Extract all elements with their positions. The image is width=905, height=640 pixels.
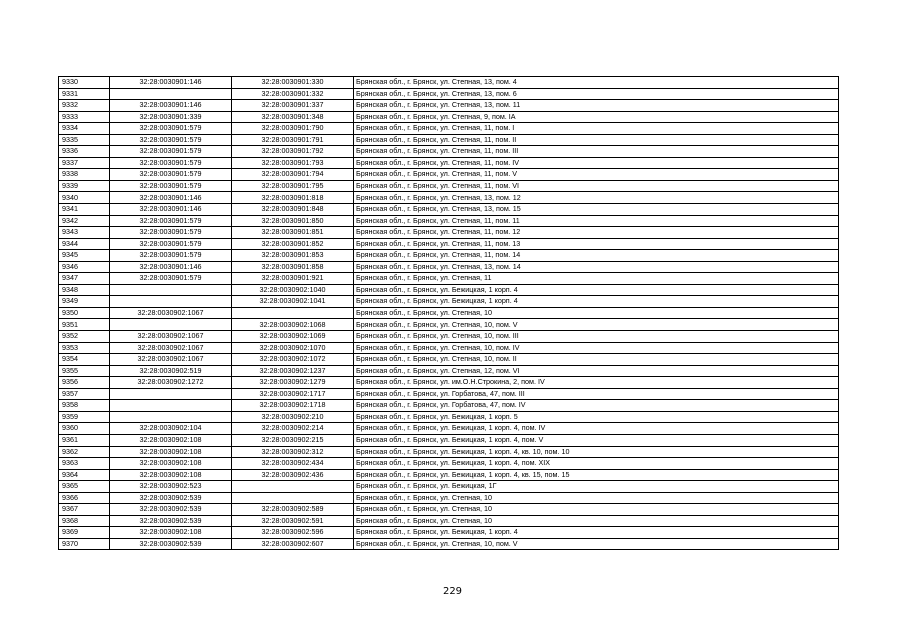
parent-cadastral-number-cell: 32:28:0030902:519 (110, 365, 232, 377)
address-cell: Брянская обл., г. Брянск, ул. Степная, 13, пом. 6 (354, 88, 839, 100)
cadastral-number-cell: 32:28:0030901:348 (232, 111, 354, 123)
table-row (59, 296, 839, 308)
row-number-cell: 9364 (59, 469, 110, 481)
address-cell: Брянская обл., г. Брянск, ул. Степная, 10 (354, 307, 839, 319)
address-cell: Брянская обл., г. Брянск, ул. Степная, 11, пом. 12 (354, 227, 839, 239)
parent-cadastral-number-cell: 32:28:0030901:146 (110, 261, 232, 273)
table-body (59, 77, 839, 550)
cadastral-number-cell (232, 492, 354, 504)
row-number-cell: 9344 (59, 238, 110, 250)
cadastral-number-cell: 32:28:0030901:850 (232, 215, 354, 227)
parent-cadastral-number-cell: 32:28:0030901:146 (110, 100, 232, 112)
cadastral-number-cell: 32:28:0030902:1068 (232, 319, 354, 331)
row-number-cell: 9370 (59, 538, 110, 550)
cadastral-number-cell: 32:28:0030901:818 (232, 192, 354, 204)
table-row (59, 100, 839, 112)
table-row (59, 157, 839, 169)
row-number-cell: 9342 (59, 215, 110, 227)
row-number-cell: 9361 (59, 434, 110, 446)
parent-cadastral-number-cell: 32:28:0030902:523 (110, 481, 232, 493)
parent-cadastral-number-cell (110, 319, 232, 331)
cadastral-number-cell: 32:28:0030902:1717 (232, 388, 354, 400)
row-number-cell: 9339 (59, 180, 110, 192)
cadastral-number-cell: 32:28:0030902:1070 (232, 342, 354, 354)
parent-cadastral-number-cell: 32:28:0030901:579 (110, 250, 232, 262)
parent-cadastral-number-cell: 32:28:0030902:108 (110, 446, 232, 458)
row-number-cell: 9347 (59, 273, 110, 285)
cadastral-number-cell: 32:28:0030901:330 (232, 77, 354, 89)
row-number-cell: 9346 (59, 261, 110, 273)
parent-cadastral-number-cell: 32:28:0030901:579 (110, 134, 232, 146)
row-number-cell: 9365 (59, 481, 110, 493)
cadastral-number-cell: 32:28:0030902:1041 (232, 296, 354, 308)
cadastral-number-cell: 32:28:0030901:790 (232, 123, 354, 135)
table-row (59, 215, 839, 227)
table-row (59, 227, 839, 239)
cadastral-number-cell: 32:28:0030901:332 (232, 88, 354, 100)
parent-cadastral-number-cell: 32:28:0030902:539 (110, 538, 232, 550)
address-cell: Брянская обл., г. Брянск, ул. Степная, 11, пом. 14 (354, 250, 839, 262)
table-row (59, 331, 839, 343)
row-number-cell: 9331 (59, 88, 110, 100)
table-row (59, 273, 839, 285)
cadastral-number-cell: 32:28:0030901:853 (232, 250, 354, 262)
cadastral-number-cell: 32:28:0030902:1072 (232, 354, 354, 366)
cadastral-number-cell: 32:28:0030902:1718 (232, 400, 354, 412)
parent-cadastral-number-cell (110, 296, 232, 308)
parent-cadastral-number-cell: 32:28:0030902:108 (110, 458, 232, 470)
table-row (59, 111, 839, 123)
parent-cadastral-number-cell: 32:28:0030902:1067 (110, 307, 232, 319)
address-cell: Брянская обл., г. Брянск, ул. Степная, 10 (354, 504, 839, 516)
row-number-cell: 9362 (59, 446, 110, 458)
cadastral-number-cell: 32:28:0030901:337 (232, 100, 354, 112)
cadastral-number-cell: 32:28:0030902:434 (232, 458, 354, 470)
cadastral-number-cell: 32:28:0030901:852 (232, 238, 354, 250)
address-cell: Брянская обл., г. Брянск, ул. Степная, 11, пом. VI (354, 180, 839, 192)
row-number-cell: 9340 (59, 192, 110, 204)
table-row (59, 77, 839, 89)
page-number: 229 (442, 586, 463, 597)
row-number-cell: 9358 (59, 400, 110, 412)
row-number-cell: 9351 (59, 319, 110, 331)
table-row (59, 307, 839, 319)
address-cell: Брянская обл., г. Брянск, ул. Бежицкая, 1 корп. 5 (354, 411, 839, 423)
parent-cadastral-number-cell: 32:28:0030901:579 (110, 146, 232, 158)
row-number-cell: 9341 (59, 204, 110, 216)
row-number-cell: 9333 (59, 111, 110, 123)
address-cell: Брянская обл., г. Брянск, ул. Степная, 11, пом. I (354, 123, 839, 135)
row-number-cell: 9363 (59, 458, 110, 470)
row-number-cell: 9336 (59, 146, 110, 158)
address-cell: Брянская обл., г. Брянск, ул. Степная, 11, пом. 13 (354, 238, 839, 250)
row-number-cell: 9350 (59, 307, 110, 319)
address-cell: Брянская обл., г. Брянск, ул. Степная, 10 (354, 492, 839, 504)
parent-cadastral-number-cell: 32:28:0030902:108 (110, 527, 232, 539)
parent-cadastral-number-cell: 32:28:0030902:1067 (110, 331, 232, 343)
address-cell: Брянская обл., г. Брянск, ул. им.О.Н.Строкина, 2, пом. IV (354, 377, 839, 389)
parent-cadastral-number-cell: 32:28:0030902:539 (110, 504, 232, 516)
table-row (59, 192, 839, 204)
parent-cadastral-number-cell: 32:28:0030902:108 (110, 469, 232, 481)
row-number-cell: 9334 (59, 123, 110, 135)
parent-cadastral-number-cell (110, 400, 232, 412)
cadastral-number-cell: 32:28:0030901:851 (232, 227, 354, 239)
parent-cadastral-number-cell: 32:28:0030902:1272 (110, 377, 232, 389)
table-row (59, 377, 839, 389)
cadastral-number-cell: 32:28:0030902:436 (232, 469, 354, 481)
cadastral-number-cell: 32:28:0030902:1279 (232, 377, 354, 389)
row-number-cell: 9355 (59, 365, 110, 377)
parent-cadastral-number-cell: 32:28:0030902:539 (110, 492, 232, 504)
cadastral-number-cell: 32:28:0030902:589 (232, 504, 354, 516)
cadastral-number-cell: 32:28:0030902:591 (232, 515, 354, 527)
row-number-cell: 9338 (59, 169, 110, 181)
address-cell: Брянская обл., г. Брянск, ул. Степная, 13, пом. 14 (354, 261, 839, 273)
parent-cadastral-number-cell (110, 411, 232, 423)
row-number-cell: 9356 (59, 377, 110, 389)
row-number-cell: 9367 (59, 504, 110, 516)
address-cell: Брянская обл., г. Брянск, ул. Степная, 10, пом. V (354, 319, 839, 331)
row-number-cell: 9368 (59, 515, 110, 527)
parent-cadastral-number-cell: 32:28:0030902:1067 (110, 354, 232, 366)
row-number-cell: 9366 (59, 492, 110, 504)
address-cell: Брянская обл., г. Брянск, ул. Бежицкая, 1 корп. 4 (354, 296, 839, 308)
table-row (59, 123, 839, 135)
address-cell: Брянская обл., г. Брянск, ул. Степная, 13, пом. 11 (354, 100, 839, 112)
cadastral-number-cell: 32:28:0030901:793 (232, 157, 354, 169)
table-row (59, 400, 839, 412)
row-number-cell: 9369 (59, 527, 110, 539)
address-cell: Брянская обл., г. Брянск, ул. Степная, 10, пом. V (354, 538, 839, 550)
table-row (59, 342, 839, 354)
cadastral-number-cell: 32:28:0030901:921 (232, 273, 354, 285)
cadastral-number-cell (232, 481, 354, 493)
address-cell: Брянская обл., г. Брянск, ул. Степная, 11, пом. 11 (354, 215, 839, 227)
table-row (59, 365, 839, 377)
parent-cadastral-number-cell: 32:28:0030901:579 (110, 157, 232, 169)
cadastral-table (58, 76, 839, 550)
row-number-cell: 9343 (59, 227, 110, 239)
row-number-cell: 9354 (59, 354, 110, 366)
parent-cadastral-number-cell: 32:28:0030901:579 (110, 227, 232, 239)
cadastral-number-cell: 32:28:0030901:794 (232, 169, 354, 181)
table-row (59, 88, 839, 100)
table-row (59, 169, 839, 181)
row-number-cell: 9335 (59, 134, 110, 146)
parent-cadastral-number-cell: 32:28:0030901:146 (110, 204, 232, 216)
address-cell: Брянская обл., г. Брянск, ул. Горбатова, 47, пом. IV (354, 400, 839, 412)
table-row (59, 180, 839, 192)
address-cell: Брянская обл., г. Брянск, ул. Степная, 10 (354, 515, 839, 527)
cadastral-number-cell: 32:28:0030902:312 (232, 446, 354, 458)
address-cell: Брянская обл., г. Брянск, ул. Степная, 12, пом. VI (354, 365, 839, 377)
table-row (59, 527, 839, 539)
cadastral-number-cell: 32:28:0030902:596 (232, 527, 354, 539)
table-row (59, 481, 839, 493)
table-row (59, 261, 839, 273)
cadastral-number-cell: 32:28:0030901:792 (232, 146, 354, 158)
cadastral-number-cell: 32:28:0030901:791 (232, 134, 354, 146)
address-cell: Брянская обл., г. Брянск, ул. Степная, 10, пом. IV (354, 342, 839, 354)
address-cell: Брянская обл., г. Брянск, ул. Бежицкая, 1 корп. 4, кв. 15, пом. 15 (354, 469, 839, 481)
cadastral-number-cell: 32:28:0030902:214 (232, 423, 354, 435)
parent-cadastral-number-cell: 32:28:0030901:579 (110, 238, 232, 250)
address-cell: Брянская обл., г. Брянск, ул. Степная, 10, пом. II (354, 354, 839, 366)
row-number-cell: 9337 (59, 157, 110, 169)
cadastral-number-cell: 32:28:0030901:858 (232, 261, 354, 273)
cadastral-number-cell: 32:28:0030901:848 (232, 204, 354, 216)
table-row (59, 411, 839, 423)
table-row (59, 504, 839, 516)
address-cell: Брянская обл., г. Брянск, ул. Степная, 9, пом. IA (354, 111, 839, 123)
address-cell: Брянская обл., г. Брянск, ул. Степная, 13, пом. 12 (354, 192, 839, 204)
row-number-cell: 9360 (59, 423, 110, 435)
cadastral-number-cell: 32:28:0030902:1237 (232, 365, 354, 377)
cadastral-number-cell (232, 307, 354, 319)
cadastral-number-cell: 32:28:0030902:215 (232, 434, 354, 446)
row-number-cell: 9330 (59, 77, 110, 89)
parent-cadastral-number-cell: 32:28:0030902:104 (110, 423, 232, 435)
table-row (59, 469, 839, 481)
table-row (59, 434, 839, 446)
address-cell: Брянская обл., г. Брянск, ул. Бежицкая, 1Г (354, 481, 839, 493)
address-cell: Брянская обл., г. Брянск, ул. Бежицкая, 1 корп. 4, пом. XIX (354, 458, 839, 470)
cadastral-number-cell: 32:28:0030902:210 (232, 411, 354, 423)
row-number-cell: 9352 (59, 331, 110, 343)
address-cell: Брянская обл., г. Брянск, ул. Степная, 11 (354, 273, 839, 285)
address-cell: Брянская обл., г. Брянск, ул. Степная, 11, пом. V (354, 169, 839, 181)
table-row (59, 458, 839, 470)
cadastral-number-cell: 32:28:0030902:1069 (232, 331, 354, 343)
address-cell: Брянская обл., г. Брянск, ул. Бежицкая, 1 корп. 4 (354, 284, 839, 296)
table-row (59, 204, 839, 216)
address-cell: Брянская обл., г. Брянск, ул. Бежицкая, 1 корп. 4 (354, 527, 839, 539)
cadastral-number-cell: 32:28:0030902:607 (232, 538, 354, 550)
parent-cadastral-number-cell: 32:28:0030901:579 (110, 169, 232, 181)
cadastral-number-cell: 32:28:0030901:795 (232, 180, 354, 192)
table-row (59, 538, 839, 550)
row-number-cell: 9349 (59, 296, 110, 308)
row-number-cell: 9357 (59, 388, 110, 400)
parent-cadastral-number-cell: 32:28:0030902:539 (110, 515, 232, 527)
row-number-cell: 9348 (59, 284, 110, 296)
address-cell: Брянская обл., г. Брянск, ул. Горбатова, 47, пом. III (354, 388, 839, 400)
table-row (59, 354, 839, 366)
parent-cadastral-number-cell: 32:28:0030901:146 (110, 192, 232, 204)
address-cell: Брянская обл., г. Брянск, ул. Бежицкая, 1 корп. 4, пом. V (354, 434, 839, 446)
parent-cadastral-number-cell (110, 388, 232, 400)
table-row (59, 284, 839, 296)
parent-cadastral-number-cell: 32:28:0030901:579 (110, 123, 232, 135)
parent-cadastral-number-cell: 32:28:0030902:108 (110, 434, 232, 446)
table-row (59, 446, 839, 458)
table-row (59, 388, 839, 400)
row-number-cell: 9359 (59, 411, 110, 423)
table-row (59, 238, 839, 250)
row-number-cell: 9332 (59, 100, 110, 112)
parent-cadastral-number-cell (110, 88, 232, 100)
table-row (59, 492, 839, 504)
parent-cadastral-number-cell: 32:28:0030901:579 (110, 180, 232, 192)
parent-cadastral-number-cell: 32:28:0030902:1067 (110, 342, 232, 354)
address-cell: Брянская обл., г. Брянск, ул. Степная, 13, пом. 4 (354, 77, 839, 89)
row-number-cell: 9345 (59, 250, 110, 262)
parent-cadastral-number-cell: 32:28:0030901:579 (110, 273, 232, 285)
address-cell: Брянская обл., г. Брянск, ул. Степная, 13, пом. 15 (354, 204, 839, 216)
table-row (59, 134, 839, 146)
parent-cadastral-number-cell: 32:28:0030901:579 (110, 215, 232, 227)
address-cell: Брянская обл., г. Брянск, ул. Степная, 11, пом. II (354, 134, 839, 146)
table-row (59, 319, 839, 331)
address-cell: Брянская обл., г. Брянск, ул. Бежицкая, 1 корп. 4, кв. 10, пом. 10 (354, 446, 839, 458)
row-number-cell: 9353 (59, 342, 110, 354)
address-cell: Брянская обл., г. Брянск, ул. Степная, 11, пом. IV (354, 157, 839, 169)
address-cell: Брянская обл., г. Брянск, ул. Степная, 11, пом. III (354, 146, 839, 158)
parent-cadastral-number-cell: 32:28:0030901:339 (110, 111, 232, 123)
table-row (59, 250, 839, 262)
table-row (59, 515, 839, 527)
parent-cadastral-number-cell: 32:28:0030901:146 (110, 77, 232, 89)
table-row (59, 146, 839, 158)
table-row (59, 423, 839, 435)
address-cell: Брянская обл., г. Брянск, ул. Степная, 10, пом. III (354, 331, 839, 343)
parent-cadastral-number-cell (110, 284, 232, 296)
address-cell: Брянская обл., г. Брянск, ул. Бежицкая, 1 корп. 4, пом. IV (354, 423, 839, 435)
cadastral-number-cell: 32:28:0030902:1040 (232, 284, 354, 296)
